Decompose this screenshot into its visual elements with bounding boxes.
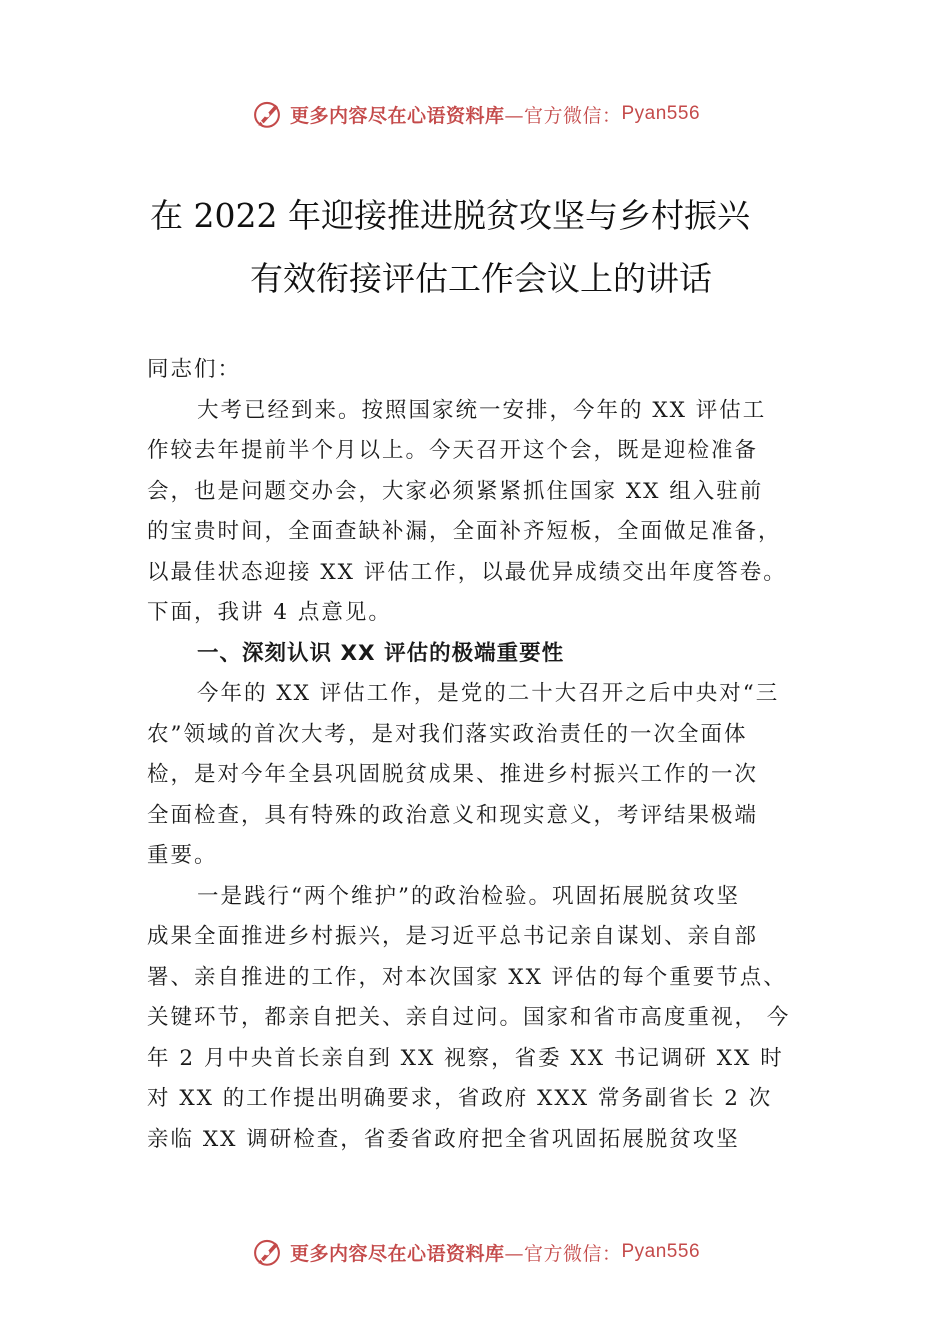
header-watermark — [0, 94, 950, 134]
watermark-main-text: 更多内容尽在心语资料库 — [289, 1242, 505, 1265]
document-body — [147, 350, 807, 1160]
body-text-line: 同志们： — [147, 357, 242, 382]
body-text-line: 的宝贵时间，全面查缺补漏，全面补齐短板，全面做足准备， — [147, 519, 782, 544]
body-text-line: 检，是对今年全县巩固脱贫成果、推进乡村振兴工作的一次 — [147, 762, 759, 787]
body-text-line: 今年的 XX 评估工作，是党的二十大召开之后中央对“三 — [197, 681, 780, 706]
body-text-line: 关键环节，都亲自把关、亲自过问。国家和省市高度重视， 今 — [147, 1005, 791, 1030]
body-text-line: 农”领域的首次大考，是对我们落实政治责任的一次全面体 — [147, 721, 748, 747]
body-text-line: 成果全面推进乡村振兴，是习近平总书记亲自谋划、亲自部 — [147, 924, 759, 949]
body-text-line: 以最佳状态迎接 XX 评估工作，以最优异成绩交出年度答卷。 — [147, 559, 787, 585]
watermark-wechat-id: Pyan556 — [621, 103, 701, 124]
body-text-line: 会，也是问题交办会，大家必须紧紧抓住国家 XX 组入驻前 — [147, 478, 764, 504]
body-text-line: 年 2 月中央首长亲自到 XX 视察，省委 XX 书记调研 XX 时 — [147, 1045, 784, 1071]
body-text-line: 大考已经到来。按照国家统一安排，今年的 XX 评估工 — [197, 397, 767, 423]
body-text-line: 对 XX 的工作提出明确要求，省政府 XXX 常务副省长 2 次 — [147, 1086, 773, 1111]
body-text-line: 下面，我讲 4 点意见。 — [147, 600, 392, 625]
pen-logo-icon — [250, 97, 284, 131]
body-text-line: 重要。 — [147, 843, 218, 868]
document-title-line-1: 在 2022 年迎接推进脱贫攻坚与乡村振兴 — [150, 196, 750, 235]
watermark-main-text: 更多内容尽在心语资料库 — [289, 104, 505, 127]
footer-watermark — [0, 1232, 950, 1272]
document-title-line-2: 有效衔接评估工作会议上的讲话 — [250, 259, 712, 298]
watermark-sub-text: —官方微信： — [504, 104, 622, 127]
body-text-line: 亲临 XX 调研检查，省委省政府把全省巩固拓展脱贫攻坚 — [147, 1126, 740, 1152]
body-text-line: 全面检查，具有特殊的政治意义和现实意义，考评结果极端 — [147, 802, 759, 828]
body-text-line: 一是践行“两个维护”的政治检验。巩固拓展脱贫攻坚 — [197, 883, 740, 909]
pen-logo-icon — [250, 1235, 284, 1269]
body-text-line: 署、亲自推进的工作，对本次国家 XX 评估的每个重要节点、 — [147, 964, 787, 990]
watermark-wechat-id: Pyan556 — [621, 1241, 701, 1262]
body-text-line: 作较去年提前半个月以上。今天召开这个会，既是迎检准备 — [147, 438, 759, 463]
section-heading: 一、深刻认识 XX 评估的极端重要性 — [197, 640, 565, 666]
watermark-sub-text: —官方微信： — [504, 1242, 622, 1265]
